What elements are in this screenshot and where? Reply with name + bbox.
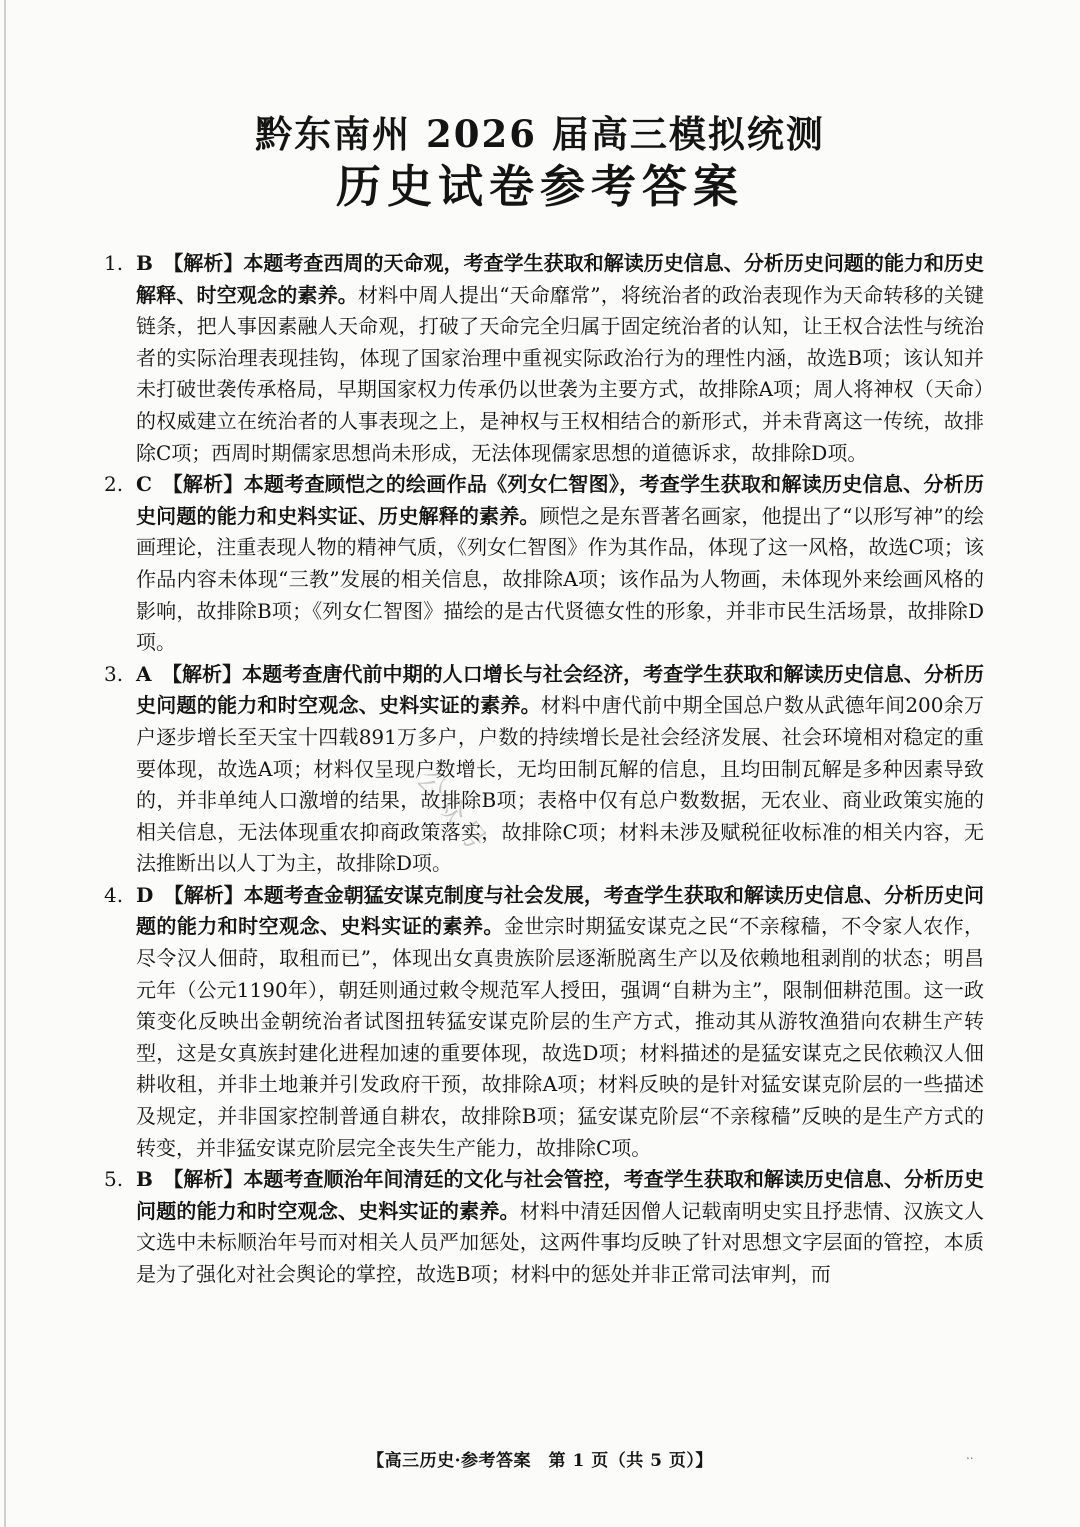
analysis-heading: 【解析】本题考查顺治年间清廷的文化与社会管控，考查学生获取和解读历史信息、分析历史问题的能力和时空观念、史料实证的素养。 — [136, 1167, 985, 1223]
answer-key-title: 历史试卷参考答案 — [335, 160, 744, 213]
answer-key: C — [136, 472, 152, 497]
answer-item-2 — [104, 469, 984, 659]
answer-number: 4. — [104, 882, 124, 907]
analysis-heading: 【解析】本题考查唐代前中期的人口增长与社会经济，考查学生获取和解读历史信息、分析历史问题的能力和时空观念、史料实证的素养。 — [136, 661, 985, 718]
analysis-body: 材料中清廷因僧人记载南明史实且抒悲情、汉族文人文选中未标顺治年号而对相关人员严加惩处，这两件事均反映了针对思想文字层面的管控，本质是为了强化对社会舆论的掌控，故选B项；材料中的惩处并非正常司法审判，而 — [136, 1198, 985, 1286]
answer-item-4 — [104, 880, 984, 1164]
answer-number: 2. — [104, 472, 124, 497]
analysis-heading: 【解析】本题考查金朝猛安谋克制度与社会发展，考查学生获取和解读历史信息、分析历史问题的能力和时空观念、史料实证的素养。 — [136, 882, 985, 939]
analysis-body: 顾恺之是东晋著名画家，他提出了“以形写神”的绘画理论，注重表现人物的精神气质，《列女仁智图》作为其作品，体现了这一风格，故选C项；该作品内容未体现“三教”发展的相关信息，故排除A项；该作品为人物画，未体现外来绘画风格的影响，故排除B项；《列女仁智图》描绘的是古代贤德女性的形象，并非市民生活场景，故排除D项。 — [136, 503, 984, 655]
exam-title: 黔东南州 2026 届高三模拟统测 — [255, 112, 825, 156]
answer-number: 3. — [104, 661, 124, 686]
corner-mark: .. — [966, 1448, 974, 1462]
answer-item-3 — [104, 659, 984, 880]
answer-number: 5. — [104, 1167, 124, 1192]
analysis-heading: 【解析】本题考查西周的天命观，考查学生获取和解读历史信息、分析历史问题的能力和历史解释、时空观念的素养。 — [136, 251, 985, 307]
answer-key: B — [136, 251, 153, 275]
answer-item-1 — [104, 248, 984, 469]
answer-number: 1. — [104, 251, 124, 275]
answer-key: D — [136, 882, 154, 907]
analysis-body: 材料中唐代前中期全国总户数从武德年间200余万户逐步增长至天宝十四载891万多户，户数的持续增长是社会经济发展、社会环境相对稳定的重要体现，故选A项；材料仅呈现户数增长，无均田制瓦解的信息，且均田制瓦解是多种因素导致的，并非单纯人口激增的结果，故排除B项；表格中仅有总户数数据，无农业、商业政策实施的相关信息，无法体现重农抑商政策落实，故排除C项；材料未涉及赋税征收标准的相关内容，无法推断出以人丁为主，故排除D项。 — [136, 693, 984, 876]
answer-key: B — [136, 1167, 153, 1192]
page-footer: 【高三历史·参考答案 第 1 页（共 5 页）】 — [367, 1451, 713, 1471]
analysis-body: 金世宗时期猛安谋克之民“不亲稼穑，不令家人农作，尽令汉人佃莳，取租而已”，体现出女真贵族阶层逐渐脱离生产以及依赖地租剥削的状态；明昌元年（公元1190年），朝廷则通过敕令规范军人授田，强调“自耕为主”，限制佃耕范围。这一政策变化反映出金朝统治者试图扭转猛安谋克阶层的生产方式，推动其从游牧渔猎向农耕生产转型，这是女真族封建化进程加速的重要体现，故选D项；材料描述的是猛安谋克之民依赖汉人佃耕收租，并非土地兼并引发政府干预，故排除A项；材料反映的是针对猛安谋克阶层的一些描述及规定，并非国家控制普通自耕农，故排除B项；猛安谋克阶层“不亲稼穑”反映的是生产方式的转变，并非猛安谋克阶层完全丧失生产能力，故排除C项。 — [136, 914, 985, 1160]
answer-list — [104, 248, 984, 1291]
page-edge-line — [4, 0, 6, 1527]
answer-key: A — [136, 661, 152, 686]
watermark: 公众号 — [410, 763, 496, 860]
analysis-body: 材料中周人提出“天命靡常”，将统治者的政治表现作为天命转移的关键链条，把人事因素融人天命观，打破了天命完全归属于固定统治者的认知，让王权合法性与统治者的实际治理表现挂钩，体现了国家治理中重视实际政治行为的理性内涵，故选B项；该认知并未打破世袭传承格局，早期国家权力传承仍以世袭为主要方式，故排除A项；周人将神权（天命）的权威建立在统治者的人事表现之上，是神权与王权相结合的新形式，并未背离这一传统，故排除C项；西周时期儒家思想尚未形成，无法体现儒家思想的道德诉求，故排除D项。 — [136, 282, 985, 465]
analysis-heading: 【解析】本题考查顾恺之的绘画作品《列女仁智图》，考查学生获取和解读历史信息、分析历史问题的能力和史料实证、历史解释的素养。 — [136, 472, 985, 528]
answer-item-5 — [104, 1164, 984, 1290]
